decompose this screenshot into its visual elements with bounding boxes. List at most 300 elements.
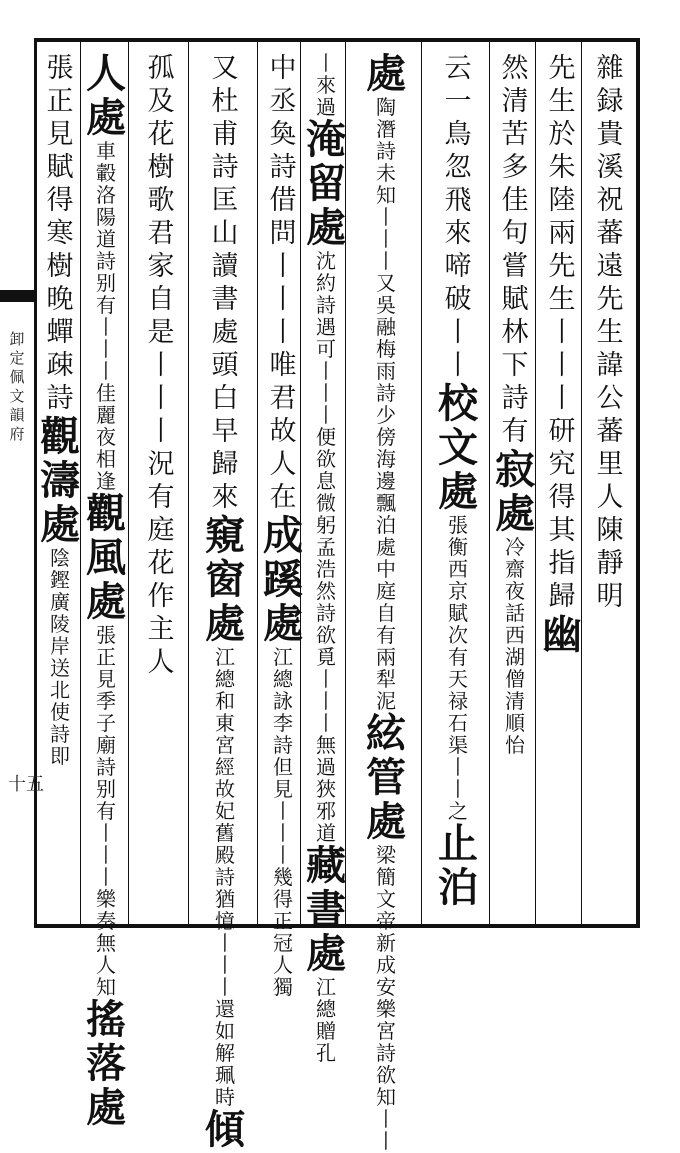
glyph: 夜 — [96, 425, 116, 449]
glyph: 先 — [596, 284, 624, 315]
glyph: 還 — [215, 997, 235, 1021]
headword — [263, 514, 303, 646]
glyph: 疎 — [46, 350, 74, 381]
glyph: 廟 — [96, 733, 116, 757]
glyph: 獨 — [273, 975, 293, 999]
glyph: 丨 — [316, 51, 336, 75]
glyph: 研 — [548, 416, 576, 447]
glyph: 欲 — [316, 623, 336, 647]
glyph: 梁 — [376, 843, 396, 867]
glyph: 處 — [205, 600, 245, 647]
glyph: 新 — [376, 931, 396, 955]
glyph: 奏 — [96, 909, 116, 933]
glyph: 先 — [548, 251, 576, 282]
glyph: 處 — [263, 600, 303, 647]
glyph: 丨 — [269, 251, 297, 282]
body-text — [502, 52, 529, 448]
glyph: 丨 — [96, 843, 116, 867]
glyph: 鏗 — [50, 568, 70, 592]
glyph: 總 — [215, 667, 235, 691]
glyph: 晚 — [46, 284, 74, 315]
glyph: 便 — [316, 425, 336, 449]
glyph: 帝 — [376, 909, 396, 933]
glyph: 丨 — [316, 403, 336, 427]
glyph: 忽 — [444, 152, 472, 183]
glyph: 無 — [96, 931, 116, 955]
glyph: 窺 — [205, 512, 245, 559]
glyph: 躬 — [316, 513, 336, 537]
column-divider — [80, 42, 81, 924]
glyph: 總 — [316, 997, 336, 1021]
headword — [86, 52, 126, 140]
glyph: 欲 — [316, 447, 336, 471]
glyph: 相 — [96, 447, 116, 471]
glyph: 潛 — [376, 117, 396, 141]
glyph: 見 — [96, 667, 116, 691]
glyph: 丨 — [376, 249, 396, 273]
glyph: 宮 — [376, 1019, 396, 1043]
glyph: 欲 — [376, 1063, 396, 1087]
glyph: 淹 — [306, 116, 346, 163]
glyph: 來 — [211, 482, 239, 513]
glyph: 丨 — [444, 317, 472, 348]
glyph: 經 — [215, 755, 235, 779]
glyph: 天 — [448, 667, 468, 691]
glyph: 飛 — [444, 185, 472, 216]
body-text — [47, 52, 74, 415]
glyph: 總 — [273, 667, 293, 691]
glyph: 如 — [215, 1019, 235, 1043]
glyph: 人 — [147, 647, 175, 678]
glyph: 幾 — [273, 865, 293, 889]
glyph: 丨 — [215, 975, 235, 999]
glyph: 花 — [147, 548, 175, 579]
glyph: 然 — [316, 579, 336, 603]
glyph: 詩 — [50, 722, 70, 746]
glyph: 明 — [596, 581, 624, 612]
annotation — [505, 536, 525, 756]
body-text — [270, 52, 297, 514]
column-divider — [489, 42, 490, 924]
glyph: 自 — [376, 601, 396, 625]
glyph: 傾 — [205, 1106, 245, 1153]
glyph: 孟 — [316, 535, 336, 559]
glyph: 約 — [316, 271, 336, 295]
glyph: 佳 — [501, 185, 529, 216]
glyph: 管 — [366, 754, 406, 801]
glyph: 陶 — [376, 95, 396, 119]
body-text — [549, 52, 576, 613]
glyph: 藏 — [306, 842, 346, 889]
glyph: 處 — [86, 578, 126, 625]
headword — [205, 1108, 245, 1152]
glyph: 留 — [306, 160, 346, 207]
body-text — [212, 52, 239, 514]
glyph: 洛 — [96, 183, 116, 207]
glyph: 文 — [438, 424, 478, 471]
column-divider — [128, 42, 129, 924]
text-column — [428, 52, 488, 912]
glyph: 微 — [316, 491, 336, 515]
glyph: 里 — [596, 449, 624, 480]
glyph: 讀 — [211, 251, 239, 282]
glyph: 子 — [96, 711, 116, 735]
glyph: 丨 — [96, 337, 116, 361]
glyph: 自 — [147, 284, 175, 315]
glyph: 樂 — [376, 997, 396, 1021]
glyph: 指 — [548, 548, 576, 579]
body-text — [597, 52, 624, 613]
glyph: 李 — [273, 711, 293, 735]
glyph: 況 — [147, 449, 175, 480]
glyph: 知 — [376, 1085, 396, 1109]
glyph: 道 — [316, 821, 336, 845]
text-column — [352, 50, 420, 1153]
glyph: 寒 — [46, 218, 74, 249]
glyph: 唯 — [269, 350, 297, 381]
glyph: 故 — [269, 416, 297, 447]
glyph: 知 — [96, 975, 116, 999]
glyph: 夜 — [505, 579, 525, 603]
headword — [542, 613, 582, 657]
glyph: 邪 — [316, 799, 336, 823]
glyph: 成 — [376, 953, 396, 977]
glyph: 見 — [273, 777, 293, 801]
glyph: 多 — [501, 152, 529, 183]
glyph: 息 — [316, 469, 336, 493]
annotation — [448, 514, 468, 822]
glyph: 即 — [50, 744, 70, 768]
glyph: 東 — [215, 711, 235, 735]
glyph: 詩 — [316, 293, 336, 317]
glyph: 借 — [269, 185, 297, 216]
glyph: 吳 — [376, 293, 396, 317]
column-divider — [421, 42, 422, 924]
glyph: 兩 — [548, 218, 576, 249]
glyph: 傍 — [376, 425, 396, 449]
glyph: 冷 — [505, 535, 525, 559]
glyph: 云 — [444, 53, 472, 84]
glyph: 張 — [96, 623, 116, 647]
glyph: 丨 — [376, 205, 396, 229]
glyph: 犁 — [376, 667, 396, 691]
glyph: 少 — [376, 403, 396, 427]
text-column — [40, 52, 80, 912]
glyph: 解 — [215, 1041, 235, 1065]
glyph: 陰 — [50, 546, 70, 570]
glyph: 丨 — [269, 317, 297, 348]
glyph: 江 — [316, 975, 336, 999]
glyph: 搖 — [86, 996, 126, 1043]
glyph: 及 — [147, 86, 175, 117]
glyph: 有 — [448, 645, 468, 669]
annotation — [96, 624, 116, 998]
glyph: 早 — [211, 416, 239, 447]
glyph: 其 — [548, 515, 576, 546]
glyph: 禄 — [448, 689, 468, 713]
glyph: 遠 — [596, 251, 624, 282]
glyph: 窗 — [205, 556, 245, 603]
glyph: 處 — [40, 501, 80, 548]
glyph: 僧 — [505, 667, 525, 691]
glyph: 在 — [269, 482, 297, 513]
glyph: 之 — [448, 799, 468, 823]
glyph: 林 — [501, 317, 529, 348]
glyph: 丞 — [269, 86, 297, 117]
text-column — [306, 51, 346, 1065]
glyph: 人 — [596, 482, 624, 513]
glyph: 舊 — [215, 821, 235, 845]
glyph: 來 — [316, 73, 336, 97]
glyph: 得 — [548, 482, 576, 513]
glyph: 丨 — [96, 359, 116, 383]
glyph: 丨 — [548, 317, 576, 348]
column-divider — [188, 42, 189, 924]
headword — [366, 712, 406, 844]
glyph: 山 — [211, 218, 239, 249]
glyph: 處 — [438, 468, 478, 515]
column-divider — [257, 42, 258, 924]
glyph: 觀 — [40, 413, 80, 460]
glyph: 泊 — [438, 864, 478, 911]
glyph: 一 — [444, 86, 472, 117]
glyph: 西 — [505, 623, 525, 647]
glyph: 沈 — [316, 249, 336, 273]
glyph: 清 — [505, 689, 525, 713]
glyph: 丨 — [316, 689, 336, 713]
glyph: 杜 — [211, 86, 239, 117]
glyph: 過 — [316, 95, 336, 119]
glyph: 正 — [273, 909, 293, 933]
glyph: 白 — [211, 383, 239, 414]
glyph: 岸 — [50, 634, 70, 658]
glyph: 丨 — [444, 350, 472, 381]
glyph: 麗 — [96, 403, 116, 427]
glyph: 苦 — [501, 119, 529, 150]
glyph: 丨 — [215, 953, 235, 977]
glyph: 蕃 — [596, 218, 624, 249]
glyph: 道 — [96, 227, 116, 251]
glyph: 樂 — [96, 887, 116, 911]
annotation — [316, 52, 336, 118]
headword — [306, 118, 346, 250]
glyph: 北 — [50, 678, 70, 702]
glyph: 贈 — [316, 1019, 336, 1043]
glyph: 海 — [376, 447, 396, 471]
right-border — [636, 38, 640, 928]
glyph: 詩 — [96, 249, 116, 273]
glyph: 有 — [147, 482, 175, 513]
glyph: 文 — [376, 887, 396, 911]
glyph: 詩 — [96, 755, 116, 779]
glyph: 江 — [273, 645, 293, 669]
glyph: 書 — [211, 284, 239, 315]
glyph: 丨 — [548, 350, 576, 381]
glyph: 殿 — [215, 843, 235, 867]
glyph: 歌 — [147, 185, 175, 216]
glyph: 歸 — [211, 449, 239, 480]
glyph: 安 — [376, 975, 396, 999]
glyph: 丨 — [147, 350, 175, 381]
glyph: 有 — [96, 293, 116, 317]
headword — [205, 514, 245, 646]
glyph: 觀 — [86, 490, 126, 537]
glyph: 下 — [501, 350, 529, 381]
glyph: 庭 — [376, 579, 396, 603]
glyph: 溪 — [596, 152, 624, 183]
glyph: 朱 — [548, 152, 576, 183]
text-column — [135, 52, 187, 912]
glyph: 正 — [96, 645, 116, 669]
glyph: 丨 — [376, 1129, 396, 1153]
glyph: 冠 — [273, 931, 293, 955]
glyph: 詩 — [269, 152, 297, 183]
glyph: 别 — [96, 271, 116, 295]
glyph: 啼 — [444, 251, 472, 282]
glyph: 見 — [46, 119, 74, 150]
fold-marker — [0, 290, 34, 302]
glyph: 生 — [548, 86, 576, 117]
glyph: 賦 — [46, 152, 74, 183]
glyph: 校 — [438, 380, 478, 427]
glyph: 遇 — [316, 315, 336, 339]
glyph: 賦 — [501, 284, 529, 315]
glyph: 成 — [263, 512, 303, 559]
glyph: 貴 — [596, 119, 624, 150]
glyph: 京 — [448, 579, 468, 603]
glyph: 順 — [505, 711, 525, 735]
glyph: 使 — [50, 700, 70, 724]
headword — [40, 415, 80, 547]
glyph: 蕃 — [596, 416, 624, 447]
glyph: 花 — [147, 119, 175, 150]
glyph: 陳 — [596, 515, 624, 546]
annotation — [376, 844, 396, 1152]
glyph: 丨 — [147, 383, 175, 414]
glyph: 處 — [86, 1084, 126, 1131]
glyph: 處 — [86, 94, 126, 141]
edge-char: 文 — [9, 387, 25, 405]
text-column — [194, 52, 256, 1153]
text-column — [588, 52, 632, 912]
glyph: 送 — [50, 656, 70, 680]
headword — [438, 822, 478, 910]
glyph: 丨 — [273, 843, 293, 867]
glyph: 落 — [86, 1040, 126, 1087]
glyph: 靜 — [596, 548, 624, 579]
glyph: 妃 — [215, 799, 235, 823]
glyph: 嘗 — [501, 251, 529, 282]
glyph: 處 — [366, 798, 406, 845]
glyph: 詠 — [273, 689, 293, 713]
body-text — [148, 52, 175, 679]
glyph: 渠 — [448, 733, 468, 757]
glyph: 甫 — [211, 119, 239, 150]
glyph: 諱 — [596, 350, 624, 381]
glyph: 賦 — [448, 601, 468, 625]
glyph: 轂 — [96, 161, 116, 185]
glyph: 邊 — [376, 469, 396, 493]
text-column — [542, 52, 582, 912]
glyph: 張 — [46, 53, 74, 84]
glyph: 過 — [316, 755, 336, 779]
glyph: 無 — [316, 733, 336, 757]
glyph: 處 — [211, 317, 239, 348]
glyph: 丨 — [316, 359, 336, 383]
glyph: 張 — [448, 513, 468, 537]
glyph: 詩 — [46, 383, 74, 414]
glyph: 孔 — [316, 1041, 336, 1065]
glyph: 飄 — [376, 491, 396, 515]
glyph: 書 — [306, 886, 346, 933]
edge-char: 定 — [9, 349, 25, 367]
glyph: 丨 — [215, 931, 235, 955]
annotation — [316, 976, 336, 1064]
glyph: 丨 — [376, 1107, 396, 1131]
glyph: 處 — [306, 930, 346, 977]
glyph: 處 — [366, 50, 406, 97]
glyph: 丨 — [273, 821, 293, 845]
glyph: 寂 — [495, 446, 535, 493]
glyph: 祝 — [596, 185, 624, 216]
glyph: 家 — [147, 251, 175, 282]
headword — [366, 52, 406, 96]
edge-char: 韻 — [9, 406, 25, 424]
headword — [438, 382, 478, 514]
glyph: 融 — [376, 315, 396, 339]
glyph: 有 — [376, 623, 396, 647]
glyph: 丨 — [96, 821, 116, 845]
glyph: 幽 — [542, 611, 582, 658]
glyph: 得 — [46, 185, 74, 216]
glyph: 句 — [501, 218, 529, 249]
glyph: 時 — [215, 1085, 235, 1109]
glyph: 中 — [376, 557, 396, 581]
headword — [86, 492, 126, 624]
top-border — [34, 38, 640, 42]
glyph: 有 — [501, 416, 529, 447]
glyph: 然 — [501, 53, 529, 84]
glyph: 雜 — [596, 53, 624, 84]
glyph: 君 — [269, 383, 297, 414]
glyph: 詩 — [376, 139, 396, 163]
glyph: 公 — [596, 383, 624, 414]
text-column — [262, 52, 304, 999]
glyph: 有 — [96, 799, 116, 823]
glyph: 止 — [438, 820, 478, 867]
glyph: 生 — [548, 284, 576, 315]
glyph: 泥 — [376, 689, 396, 713]
glyph: 怡 — [505, 733, 525, 757]
edge-char: 卸 — [9, 330, 25, 348]
glyph: 樹 — [147, 152, 175, 183]
body-text — [445, 52, 472, 382]
glyph: 衡 — [448, 535, 468, 559]
glyph: 先 — [548, 53, 576, 84]
page-number: 十五 — [8, 774, 44, 795]
glyph: 蹊 — [263, 556, 303, 603]
glyph: 人 — [96, 953, 116, 977]
glyph: 但 — [273, 755, 293, 779]
glyph: 泊 — [376, 513, 396, 537]
glyph: 丨 — [273, 799, 293, 823]
glyph: 丨 — [147, 416, 175, 447]
glyph: 處 — [376, 535, 396, 559]
glyph: 和 — [215, 689, 235, 713]
annotation — [96, 140, 116, 492]
glyph: 奐 — [269, 119, 297, 150]
glyph: 孤 — [147, 53, 175, 84]
